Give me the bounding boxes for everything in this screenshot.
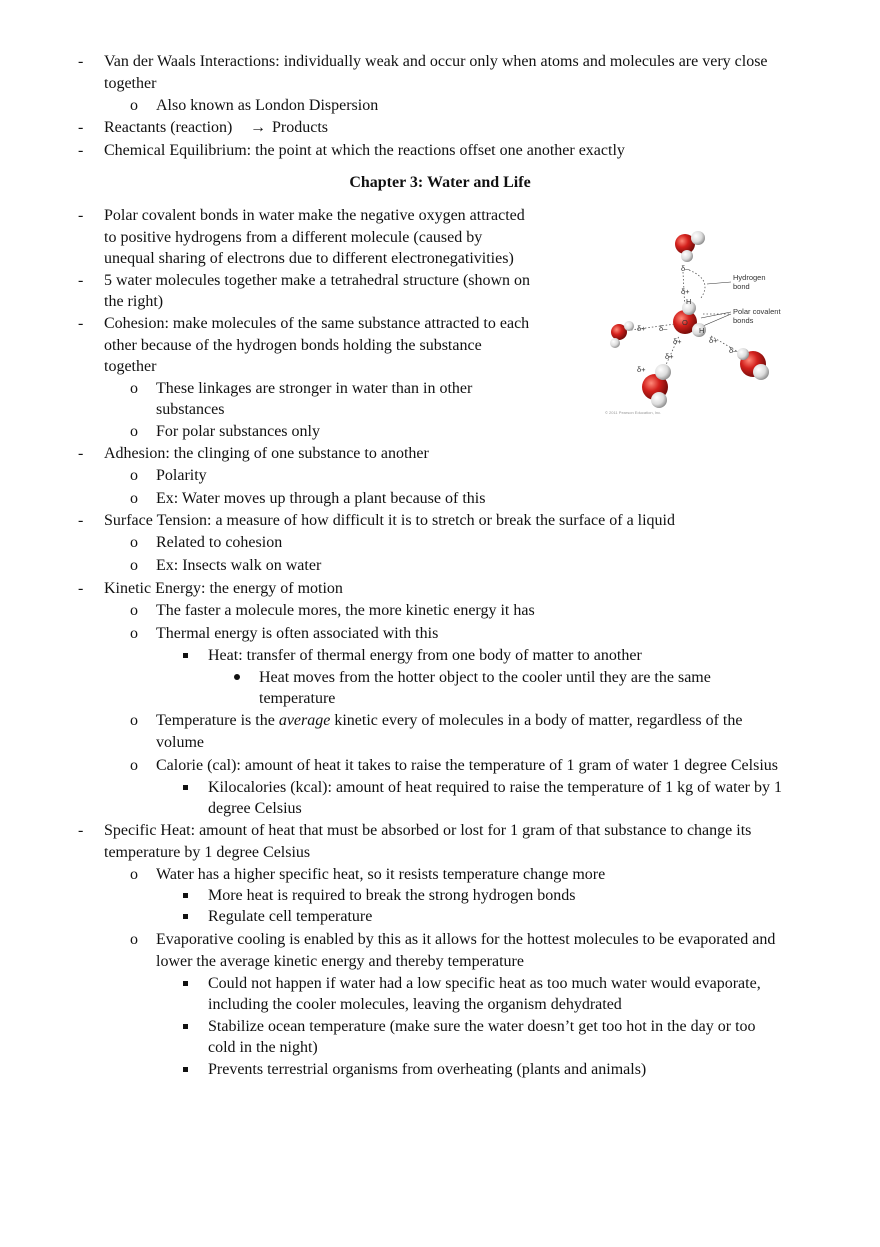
square-bullet-icon <box>183 914 188 919</box>
delta-label: δ+ <box>709 336 718 345</box>
text-line: Ex: Insects walk on water <box>156 557 322 574</box>
dash-marker: - <box>78 580 84 597</box>
text-line: volume <box>156 734 204 751</box>
delta-label: δ– <box>681 264 690 273</box>
text-line: Stabilize ocean temperature (make sure the water doesn’t get too hot in the day or too <box>208 1018 756 1035</box>
text-line: Kilocalories (kcal): amount of heat required to raise the temperature of 1 kg of water by 1 <box>208 779 782 796</box>
text-line: Van der Waals Interactions: individually weak and occur only when atoms and molecules are very close <box>104 53 768 70</box>
text-line: For polar substances only <box>156 423 320 440</box>
dash-marker: - <box>78 207 84 224</box>
square-bullet-icon <box>183 981 188 986</box>
figure-credit: © 2011 Pearson Education, Inc. <box>605 410 662 415</box>
delta-label: δ+ <box>665 352 674 361</box>
text-line: substances <box>156 401 225 418</box>
text-line: to positive hydrogens from a different molecule (caused by <box>104 229 483 246</box>
text-line: Ex: Water moves up through a plant because of this <box>156 490 486 507</box>
text-line: temperature <box>259 690 336 707</box>
dash-marker: - <box>78 512 84 529</box>
arrow-icon: → <box>250 119 266 136</box>
text-line: temperature by 1 degree Celsius <box>104 844 311 861</box>
circle-bullet: o <box>130 625 138 642</box>
text-line: together <box>104 358 157 375</box>
text-line: cold in the night) <box>208 1039 318 1056</box>
text-line: Polarity <box>156 467 207 484</box>
figure-label: bond <box>733 282 750 291</box>
delta-label: δ+ <box>673 337 682 346</box>
text-line: Also known as London Dispersion <box>156 97 379 114</box>
water-molecules-illustration <box>603 222 793 417</box>
emphasis-text: average <box>278 712 331 729</box>
dash-marker: - <box>78 822 84 839</box>
text-line: Heat: transfer of thermal energy from one body of matter to another <box>208 647 642 664</box>
text-line: Surface Tension: a measure of how difficult it is to stretch or break the surface of a liquid <box>104 512 675 529</box>
hydrogen-atom <box>655 364 671 380</box>
text-line: Kinetic Energy: the energy of motion <box>104 580 343 597</box>
atom-label: H <box>686 297 692 306</box>
text-line: lower the average kinetic energy and thereby temperature <box>156 953 524 970</box>
text-line: Polar covalent bonds in water make the negative oxygen attracted <box>104 207 525 224</box>
water-tetrahedral-figure <box>603 222 793 417</box>
delta-label: δ– <box>659 324 668 333</box>
delta-label: δ+ <box>637 324 646 333</box>
square-bullet-icon <box>183 1024 188 1029</box>
circle-bullet: o <box>130 423 138 440</box>
text-line <box>156 710 742 732</box>
text-line: 5 water molecules together make a tetrahedral structure (shown on <box>104 272 531 289</box>
text-line: Related to cohesion <box>156 534 283 551</box>
dash-marker: - <box>78 445 84 462</box>
circle-bullet: o <box>130 712 138 729</box>
hydrogen-atom <box>610 338 620 348</box>
circle-bullet: o <box>130 534 138 551</box>
text-line: Heat moves from the hotter object to the cooler until they are the same <box>259 669 711 686</box>
delta-label: δ+ <box>681 287 690 296</box>
text-line: degree Celsius <box>208 800 302 817</box>
delta-label: δ+ <box>637 365 646 374</box>
atom-label: O <box>682 318 688 327</box>
delta-label: δ– <box>729 346 738 355</box>
text-line: Reactants (reaction) <box>104 119 233 136</box>
text-line: Chemical Equilibrium: the point at which the reactions offset one another exactly <box>104 142 625 159</box>
figure-label: Hydrogen <box>733 273 766 282</box>
square-bullet-icon <box>183 1067 188 1072</box>
square-bullet-icon <box>183 785 188 790</box>
hydrogen-atom <box>737 348 749 360</box>
text-line: More heat is required to break the strong hydrogen bonds <box>208 887 576 904</box>
circle-bullet: o <box>130 931 138 948</box>
text-line: These linkages are stronger in water than in other <box>156 380 473 397</box>
text-line: Calorie (cal): amount of heat it takes to raise the temperature of 1 gram of water 1 degree Celsius <box>156 757 778 774</box>
text-line: Products <box>272 119 328 136</box>
text-line: Cohesion: make molecules of the same substance attracted to each <box>104 315 530 332</box>
text-line: unequal sharing of electrons due to different electronegativities) <box>104 250 514 267</box>
circle-bullet: o <box>130 97 138 114</box>
text-line: The faster a molecule mores, the more kinetic energy it has <box>156 602 535 619</box>
text-line: Adhesion: the clinging of one substance to another <box>104 445 429 462</box>
dash-marker: - <box>78 142 84 159</box>
chapter-heading: Chapter 3: Water and Life <box>349 174 531 191</box>
text-line: Prevents terrestrial organisms from overheating (plants and animals) <box>208 1061 647 1078</box>
hydrogen-atom <box>624 321 634 331</box>
dash-marker: - <box>78 315 84 332</box>
hydrogen-atom <box>753 364 769 380</box>
circle-bullet: o <box>130 557 138 574</box>
hydrogen-atom <box>681 250 693 262</box>
circle-bullet: o <box>130 490 138 507</box>
text-line: Could not happen if water had a low specific heat as too much water would evaporate, <box>208 975 761 992</box>
text-line: Thermal energy is often associated with this <box>156 625 439 642</box>
text-line-part: Temperature is the <box>156 712 275 729</box>
dash-marker: - <box>78 272 84 289</box>
figure-label: bonds <box>733 316 754 325</box>
dash-marker: - <box>78 53 84 70</box>
square-bullet-icon <box>183 893 188 898</box>
hydrogen-atom <box>691 231 705 245</box>
dot-bullet-icon <box>234 674 240 680</box>
text-line: Evaporative cooling is enabled by this as it allows for the hottest molecules to be evaporated and <box>156 931 776 948</box>
text-line: the right) <box>104 293 164 310</box>
text-line: together <box>104 75 157 92</box>
text-line: Regulate cell temperature <box>208 908 373 925</box>
atom-label: H <box>699 326 705 335</box>
square-bullet-icon <box>183 653 188 658</box>
circle-bullet: o <box>130 467 138 484</box>
text-line-part: kinetic every of molecules in a body of matter, regardless of the <box>334 712 743 729</box>
circle-bullet: o <box>130 866 138 883</box>
text-line: other because of the hydrogen bonds holding the substance <box>104 337 482 354</box>
text-line: Water has a higher specific heat, so it resists temperature change more <box>156 866 606 883</box>
hydrogen-atom <box>651 392 667 408</box>
text-line: including the cooler molecules, leaving the organism dehydrated <box>208 996 622 1013</box>
circle-bullet: o <box>130 757 138 774</box>
figure-label: Polar covalent <box>733 307 781 316</box>
dash-marker: - <box>78 119 84 136</box>
circle-bullet: o <box>130 602 138 619</box>
circle-bullet: o <box>130 380 138 397</box>
text-line: Specific Heat: amount of heat that must be absorbed or lost for 1 gram of that substance to change its <box>104 822 752 839</box>
